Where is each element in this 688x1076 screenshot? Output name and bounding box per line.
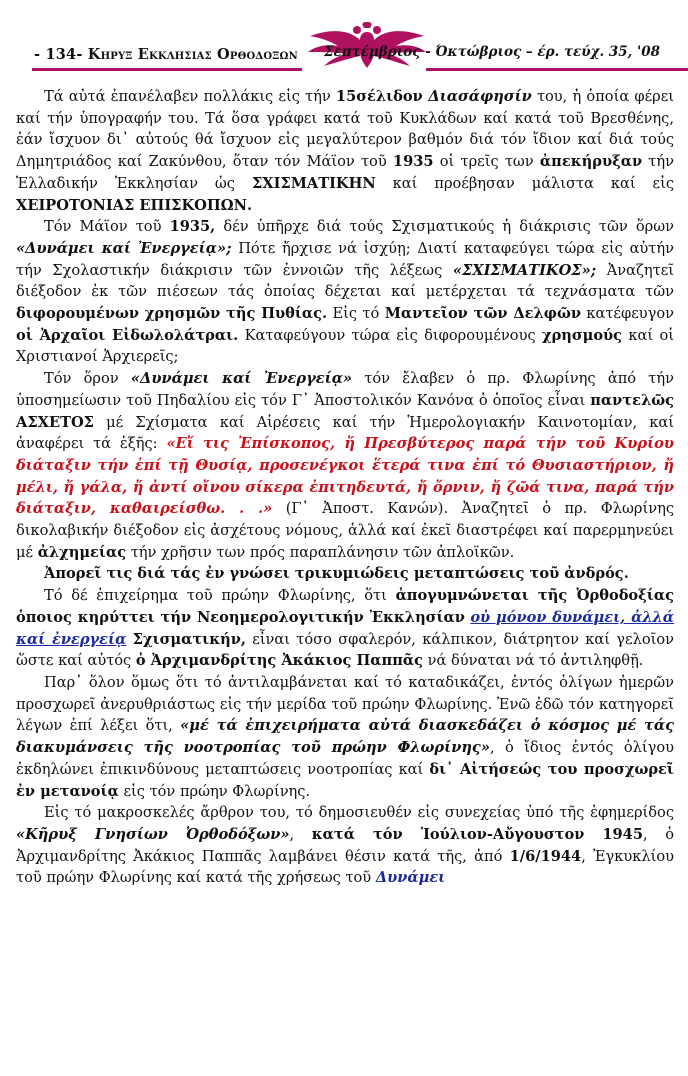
canon-quote: «Εἴ τις Ἐπίσκοπος, ἤ Πρεσβύτερος παρά τήν τοῦ Κυρίου διάταξιν τήν ἐπί τῇ Θυσίᾳ, προσενέγκοι ἕτερά τινα ἐπί τό Θυσιαστήριον, ἤ μέλι, ἤ γάλα, ἤ ἀντί οἴνου σίκερα ἐπιτηδευτά, ἤ ὄρνιν, ἤ ζῶά τινα, παρά τήν διάταξιν, καθαιρείσθω. . .» bbox=[16, 435, 674, 518]
header-rule-left bbox=[32, 68, 302, 71]
highlighted-phrase: οὐ μόνον δυνάμει, ἀλλά καί ἐνεργείᾳ bbox=[16, 608, 675, 648]
article-body bbox=[16, 86, 674, 889]
paragraph: Τά αὐτά ἐπανέλαβεν πολλάκις εἰς τήν 15σέλιδον Διασάφησίν του, ἡ ὁποία φέρει καί τήν ὑπογραφήν του. Τά ὅσα γράφει κατά τοῦ Κυκλάδων καί κατά τοῦ Βρεσθένης, ἐάν ἴσχυον δι᾽ αὐτούς θά ἴσχυον εἰς μεγαλύτερον βαθμόν διά τόν ἴδιον καί διά τούς Δημητριάδος καί Ζακύνθου, ὅταν τόν Μάϊον τοῦ 1935 οἱ τρεῖς των ἀπεκήρυξαν τήν Ἑλλαδικήν Ἐκκλησίαν ὡς ΣΧΙΣΜΑΤΙΚΗΝ καί προέβησαν μάλιστα καί εἰς ΧΕΙΡΟΤΟΝΙΑΣ ΕΠΙΣΚΟΠΩΝ. bbox=[16, 88, 674, 214]
header-rule-right bbox=[426, 68, 688, 71]
paragraph: Τόν ὅρον «Δυνάμει καί Ἐνεργείᾳ» τόν ἔλαβεν ὁ πρ. Φλωρίνης ἀπό τήν ὑποσημείωσιν τοῦ Πηδαλίου εἰς τόν Γ᾽ Ἀποστολικόν Κανόνα ὁ ὁποῖος εἶναι παντελῶς ΑΣΧΕΤΟΣ μέ Σχίσματα καί Αἱρέσεις καί τήν Ἡμερολογιακήν Καινοτομίαν, καί ἀναφέρει τά ἑξῆς: «Εἴ τις Ἐπίσκοπος, ἤ Πρεσβύτερος παρά τήν τοῦ Κυρίου διάταξιν τήν ἐπί τῇ Θυσίᾳ, προσενέγκοι ἕτερά τινα ἐπί τό Θυσιαστήριον, ἤ μέλι, ἤ γάλα, ἤ ἀντί οἴνου σίκερα ἐπιτηδευτά, ἤ ὄρνιν, ἤ ζῶά τινα, παρά τήν διάταξιν, καθαιρείσθω. . .» (Γ᾽ Ἀποστ. Κανών). Ἀναζητεῖ ὁ πρ. Φλωρίνης δικολαβικήν διέξοδον εἰς ἀσχέτους νόμους, ἀλλά καί ἐκεῖ διαστρέφει καί παρερμηνεύει μέ ἀλχημείας τήν χρῆσιν των πρός παραπλάνησιν τῶν ἀπλοϊκῶν. bbox=[16, 370, 674, 561]
paragraph: Τό δέ ἐπιχείρημα τοῦ πρώην Φλωρίνης, ὅτι ἀπογυμνώνεται τῆς Ὀρθοδοξίας ὁποιος κηρύττει τήν Νεοημερολογιτικήν Ἐκκλησίαν οὐ μόνον δυνάμει, ἀλλά καί ἐνεργείᾳ Σχισματικήν, εἶναι τόσο σφαλερόν, κάλπικον, διάτρητον καί γελοῖον ὥστε καί αὐτός ὁ Ἀρχιμανδρίτης Ἀκάκιος Παππᾶς νά δύναται νά τό ἀντιληφθῇ. bbox=[16, 587, 675, 670]
page-header bbox=[16, 0, 674, 63]
paragraph: Ἀπορεῖ τις διά τάς ἐν γνώσει τρικυμιώδεις μεταπτώσεις τοῦ ἀνδρός. bbox=[44, 565, 629, 583]
paragraph: Εἰς τό μακροσκελές ἄρθρον του, τό δημοσιευθέν εἰς συνεχείας ὑπό τῆς ἐφημερίδος «Κῆρυξ Γνησίων Ὀρθοδόξων», κατά τόν Ἰούλιον-Αὔγουστον 1945, ὁ Ἀρχιμανδρίτης Ἀκάκιος Παππᾶς λαμβάνει θέσιν κατά τῆς, ἀπό 1/6/1944, Ἐγκυκλίου τοῦ πρώην Φλωρίνης καί κατά τῆς χρήσεως τοῦ Δυνάμει bbox=[16, 804, 675, 887]
paragraph: Παρ᾽ ὅλον ὅμως ὅτι τό ἀντιλαμβάνεται καί τό καταδικάζει, ἐντός ὀλίγων ἡμερῶν προσχωρεῖ ἀνερυθριάστως εἰς τήν μερίδα τοῦ πρώην Φλωρίνης. Ἐνῶ ἐδῶ τόν κατηγορεῖ λέγων ἐπί λέξει ὅτι, «μέ τά ἐπιχειρήματα αὐτά διασκεδάζει ὁ κόσμος μέ τάς διακυμάνσεις τῆς νοοτροπίας τοῦ πρώην Φλωρίνης», ὁ ἴδιος ἐντός ὀλίγου ἐκδηλώνει ἐπικινδύνους μεταπτώσεις νοοτροπίας καί δι᾽ Αἰτήσεώς του προσχωρεῖ ἐν μετανοίᾳ εἰς τόν πρώην Φλωρίνης. bbox=[16, 673, 674, 800]
paragraph: Τόν Μάϊον τοῦ 1935, δέν ὑπῆρχε διά τούς Σχισματικούς ἡ διάκρισις τῶν ὅρων «Δυνάμει καί Ἐνεργείᾳ»; Πότε ἤρχισε νά ἰσχύῃ; Διατί καταφεύγει τώρα εἰς αὐτήν τήν Σχολαστικήν διάκρισιν τῶν ἐννοιῶν τῆς λέξεως «ΣΧΙΣΜΑΤΙΚΟΣ»; Ἀναζητεῖ διέξοδον ἐκ τῶν πιέσεων τάς ὁποίας δέχεται καί μετέρχεται τά τεχνάσματα τῶν διφορουμένων χρησμῶν τῆς Πυθίας. Εἰς τό Μαντεῖον τῶν Δελφῶν κατέφευγον οἱ Ἀρχαῖοι Εἰδωλολάτραι. Καταφεύγουν τώρα εἰς διφορουμένους χρησμούς καί οἱ Χριστιανοί Ἀρχιερεῖς; bbox=[16, 218, 675, 366]
header-issue-date: Σεπτέμβριος - Όκτώβριος – έρ. τεύχ. 35, '08 bbox=[323, 44, 660, 60]
header-page-and-journal: - 134- Κηρυξ Εκκλησιας Ορθοδοξων bbox=[34, 46, 298, 63]
